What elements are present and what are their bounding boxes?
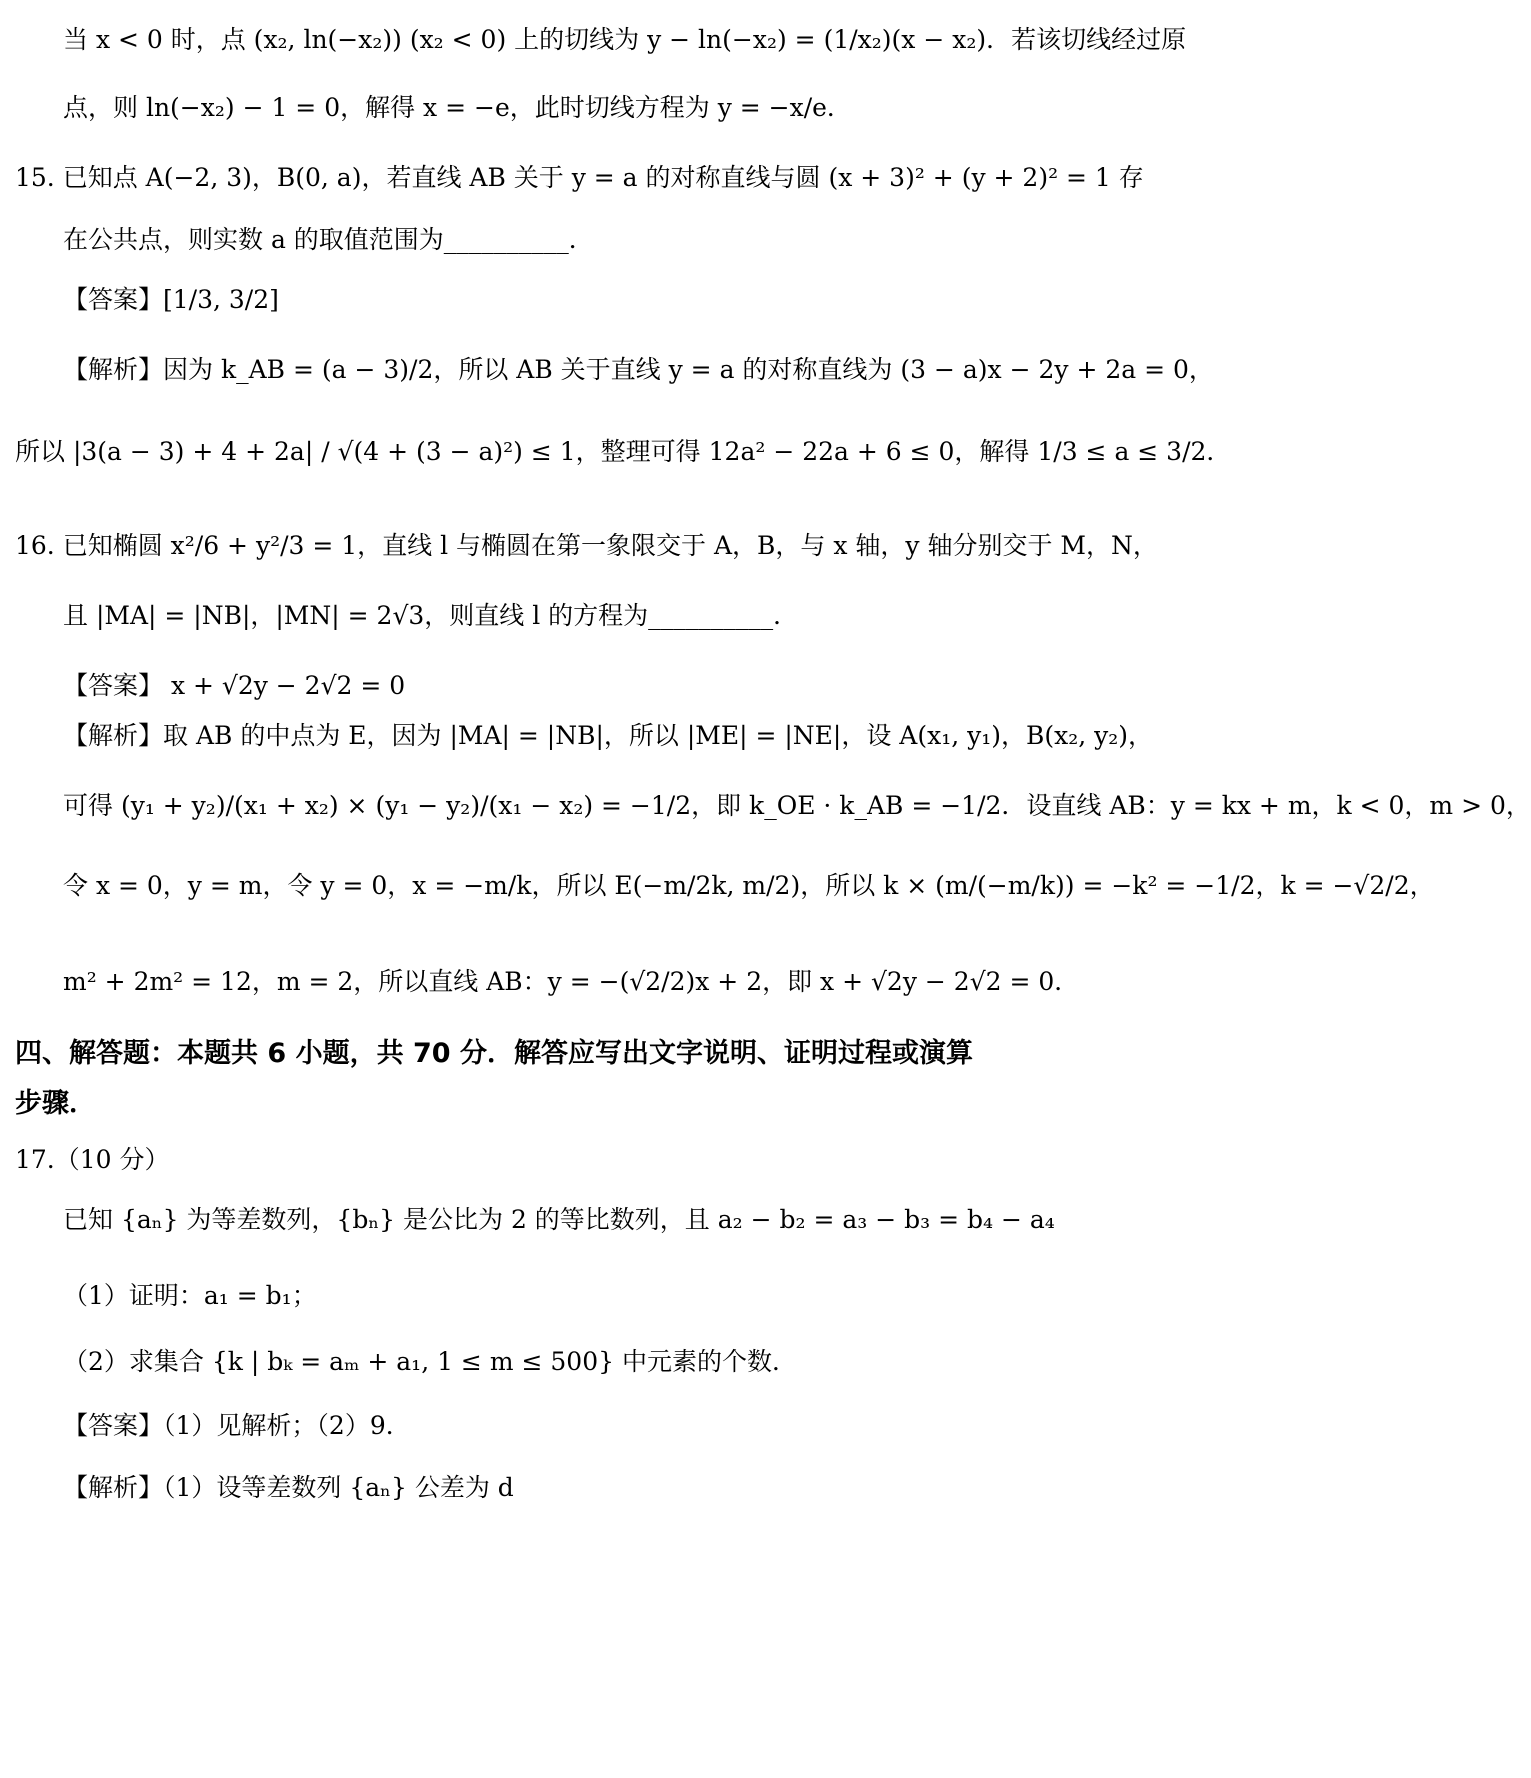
question-17-stem: 已知 {aₙ} 为等差数列，{bₙ} 是公比为 2 的等比数列，且 a₂ − b₂ = a₃ − b₃ = b₄ − a₄: [63, 1205, 1055, 1234]
analysis-17: 【解析】（1）设等差数列 {aₙ} 公差为 d: [63, 1473, 514, 1502]
question-17-part2: （2）求集合 {k | bₖ = aₘ + a₁, 1 ≤ m ≤ 500} 中元素的个数．: [63, 1347, 797, 1376]
section-heading: 四、解答题：本题共 6 小题，共 70 分．解答应写出文字说明、证明过程或演算: [15, 1038, 973, 1069]
question-17-part1: （1）证明：a₁ = b₁；: [63, 1281, 317, 1310]
analysis-15-cont: 所以 |3(a − 3) + 4 + 2a| / √(4 + (3 − a)²) ≤ 1，整理可得 12a² − 22a + 6 ≤ 0，解得 1/3 ≤ a ≤ 3/2．: [15, 437, 1232, 466]
text-line-tangent: 当 x < 0 时，点 (x₂, ln(−x₂)) (x₂ < 0) 上的切线为 y − ln(−x₂) = (1/x₂)(x − x₂)．若该切线经过原: [63, 25, 1187, 54]
analysis-16-line4: m² + 2m² = 12，m = 2，所以直线 AB：y = −(√2/2)x + 2，即 x + √2y − 2√2 = 0．: [63, 967, 1080, 996]
analysis-16-line2: 可得 (y₁ + y₂)/(x₁ + x₂) × (y₁ − y₂)/(x₁ − x₂) = −1/2，即 k_OE · k_AB = −1/2．设直线 AB：y = kx + m，k < 0，m > 0，: [63, 791, 1531, 820]
text-line-tangent-result: 点，则 ln(−x₂) − 1 = 0，解得 x = −e，此时切线方程为 y = −x/e．: [63, 93, 852, 122]
question-15-cont: 在公共点，则实数 a 的取值范围为__________．: [63, 225, 594, 254]
question-16-cont: 且 |MA| = |NB|，|MN| = 2√3，则直线 l 的方程为__________．: [63, 601, 799, 630]
analysis-15: 【解析】因为 k_AB = (a − 3)/2，所以 AB 关于直线 y = a 的对称直线为 (3 − a)x − 2y + 2a = 0，: [63, 355, 1214, 384]
answer-15: 【答案】[1/3, 3/2]: [63, 285, 279, 314]
answer-17: 【答案】（1）见解析；（2）9．: [63, 1411, 411, 1440]
question-17-header: 17.（10 分）: [15, 1145, 170, 1174]
analysis-16: 【解析】取 AB 的中点为 E，因为 |MA| = |NB|，所以 |ME| = |NE|，设 A(x₁, y₁)，B(x₂, y₂)，: [63, 721, 1154, 750]
answer-16: 【答案】 x + √2y − 2√2 = 0: [63, 671, 406, 700]
question-16: 16. 已知椭圆 x²/6 + y²/3 = 1，直线 l 与椭圆在第一象限交于 A，B，与 x 轴，y 轴分别交于 M，N，: [15, 531, 1158, 560]
section-heading-cont: 步骤．: [15, 1088, 96, 1119]
analysis-16-line3: 令 x = 0，y = m，令 y = 0，x = −m/k，所以 E(−m/2k, m/2)，所以 k × (m/(−m/k)) = −k² = −1/2，k = −√2/2，: [63, 871, 1435, 900]
question-15: 15. 已知点 A(−2, 3)，B(0, a)，若直线 AB 关于 y = a 的对称直线与圆 (x + 3)² + (y + 2)² = 1 存: [15, 163, 1144, 192]
